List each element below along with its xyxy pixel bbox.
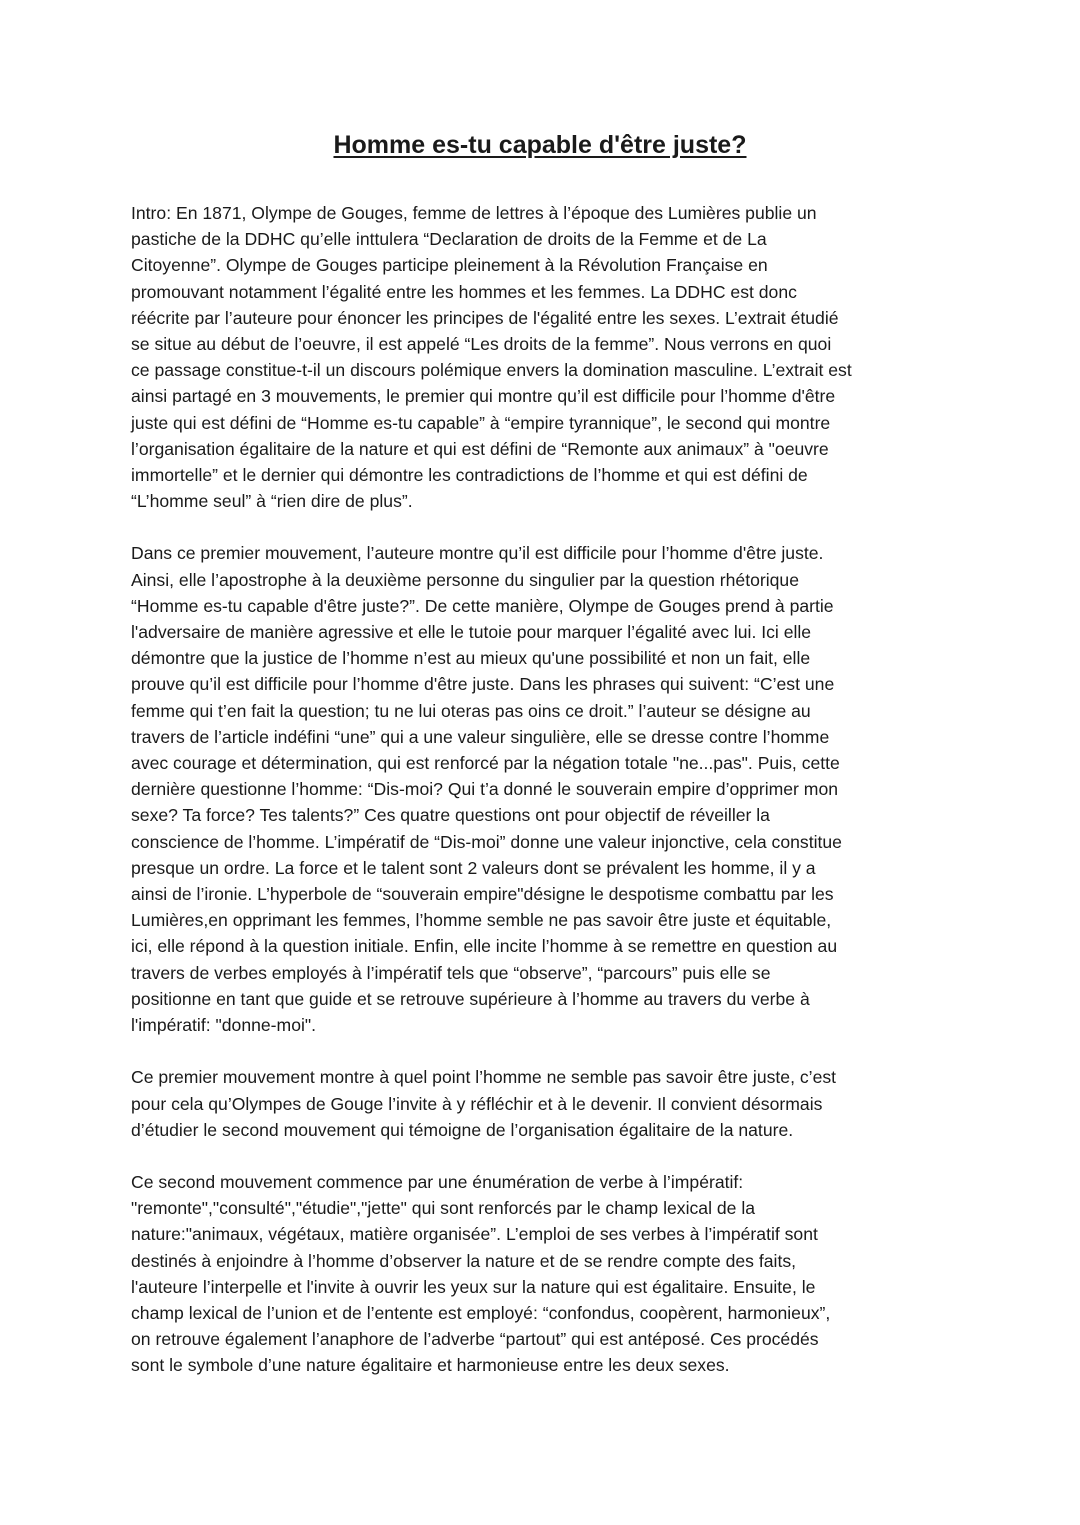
text-line: démontre que la justice de l’homme n’est au mieux qu'une possibilité et non un fait, elle [131,648,811,669]
text-line: pour cela qu’Olympes de Gouge l’invite à y réfléchir et à le devenir. Il convient désormais [131,1093,823,1114]
text-line: réécrite par l’auteure pour énoncer les principes de l'égalité entre les sexes. L’extrait étudié [131,307,839,328]
text-line: travers de l’article indéfini “une” qui a une valeur singulière, elle se dresse contre l’homme [131,726,830,747]
document-body [131,200,951,1405]
text-line: Ainsi, elle l’apostrophe à la deuxième personne du singulier par la question rhétorique [131,569,800,590]
text-line: femme qui t’en fait la question; tu ne lui oteras pas oins ce droit.” l’auteur se désigne au [131,700,811,721]
text-line: champ lexical de l’union et de l’entente est employé: “confondus, coopèrent, harmonieux”, [131,1302,831,1323]
text-line: l'auteure l’interpelle et l'invite à ouvrir les yeux sur la nature qui est égalitaire. Ensuite, le [131,1276,816,1297]
text-line: positionne en tant que guide et se retrouve supérieure à l’homme au travers du verbe à [131,988,810,1009]
text-line: l'impératif: "donne-moi". [131,1015,317,1036]
text-line: Ce second mouvement commence par une énumération de verbe à l’impératif: [131,1171,744,1192]
text-line: ici, elle répond à la question initiale. Enfin, elle incite l’homme à se remettre en question au [131,936,838,957]
text-line: immortelle” et le dernier qui démontre les contradictions de l’homme et qui est défini de [131,465,808,486]
paragraph [131,200,951,514]
text-line: destinés à enjoindre à l’homme d’observer la nature et de se rendre compte des faits, [131,1250,797,1271]
text-line: Citoyenne”. Olympe de Gouges participe pleinement à la Révolution Française en [131,255,768,276]
text-line: Intro: En 1871, Olympe de Gouges, femme de lettres à l’époque des Lumières publie un [131,203,817,223]
text-line: avec courage et détermination, qui est renforcé par la négation totale "ne...pas". Puis, cette [131,753,840,774]
text-line: juste qui est défini de “Homme es-tu capable” à “empire tyrannique”, le second qui montre [131,412,831,433]
text-line: dernière questionne l’homme: “Dis-moi? Qui t’a donné le souverain empire d’opprimer mon [131,779,839,800]
text-line: l'adversaire de manière agressive et elle le tutoie pour marquer l’égalité avec lui. Ici elle [131,622,812,643]
paragraph [131,1064,951,1143]
text-line: “Homme es-tu capable d'être juste?”. De cette manière, Olympe de Gouges prend à partie [131,595,834,616]
text-line: sexe? Ta force? Tes talents?” Ces quatre questions ont pour objectif de réveiller la [131,805,770,826]
text-line: se situe au début de l’oeuvre, il est appelé “Les droits de la femme”. Nous verrons en quoi [131,334,832,355]
text-line: Ce premier mouvement montre à quel point l’homme ne semble pas savoir être juste, c’est [131,1067,837,1088]
text-line: "remonte","consulté","étudie","jette" qui sont renforcés par le champ lexical de la [131,1198,756,1219]
text-line: d’étudier le second mouvement qui témoigne de l’organisation égalitaire de la nature. [131,1119,794,1140]
text-line: Lumières,en opprimant les femmes, l’homme semble ne pas savoir être juste et équitable, [131,910,832,931]
text-line: conscience de l’homme. L’impératif de “Dis-moi” donne une valeur injonctive, cela constitue [131,831,842,852]
text-line: on retrouve également l’anaphore de l’adverbe “partout” qui est antéposé. Ces procédés [131,1329,819,1350]
document-title: Homme es-tu capable d'être juste? [333,131,747,159]
text-line: ce passage constitue-t-il un discours polémique envers la domination masculine. L’extrait est [131,360,852,381]
text-line: “L’homme seul” à “rien dire de plus”. [131,491,413,512]
text-line: ainsi partagé en 3 mouvements, le premier qui montre qu’il est difficile pour l’homme d'être [131,386,836,407]
paragraph [131,540,951,1038]
text-line: promouvant notamment l’égalité entre les hommes et les femmes. La DDHC est donc [131,281,797,302]
text-line: ainsi de l’ironie. L’hyperbole de “souverain empire"désigne le despotisme combattu par les [131,884,834,905]
text-line: sont le symbole d’une nature égalitaire et harmonieuse entre les deux sexes. [131,1355,730,1376]
text-line: pastiche de la DDHC qu’elle inttulera “Declaration de droits de la Femme et de La [131,229,767,250]
text-line: presque un ordre. La force et le talent sont 2 valeurs dont se prévalent les homme, il y a [131,857,816,878]
text-line: travers de verbes employés à l’impératif tels que “observe”, “parcours” puis elle se [131,962,771,983]
text-line: l’organisation égalitaire de la nature et qui est défini de “Remonte aux animaux” à "oeuvre [131,438,829,459]
text-line: Dans ce premier mouvement, l’auteure montre qu’il est difficile pour l’homme d'être juste. [131,543,824,564]
text-line: prouve qu’il est difficile pour l’homme d'être juste. Dans les phrases qui suivent: “C’est une [131,674,835,695]
text-line: nature:"animaux, végétaux, matière organisée”. L’emploi de ses verbes à l’impératif sont [131,1224,818,1245]
paragraph [131,1169,951,1379]
